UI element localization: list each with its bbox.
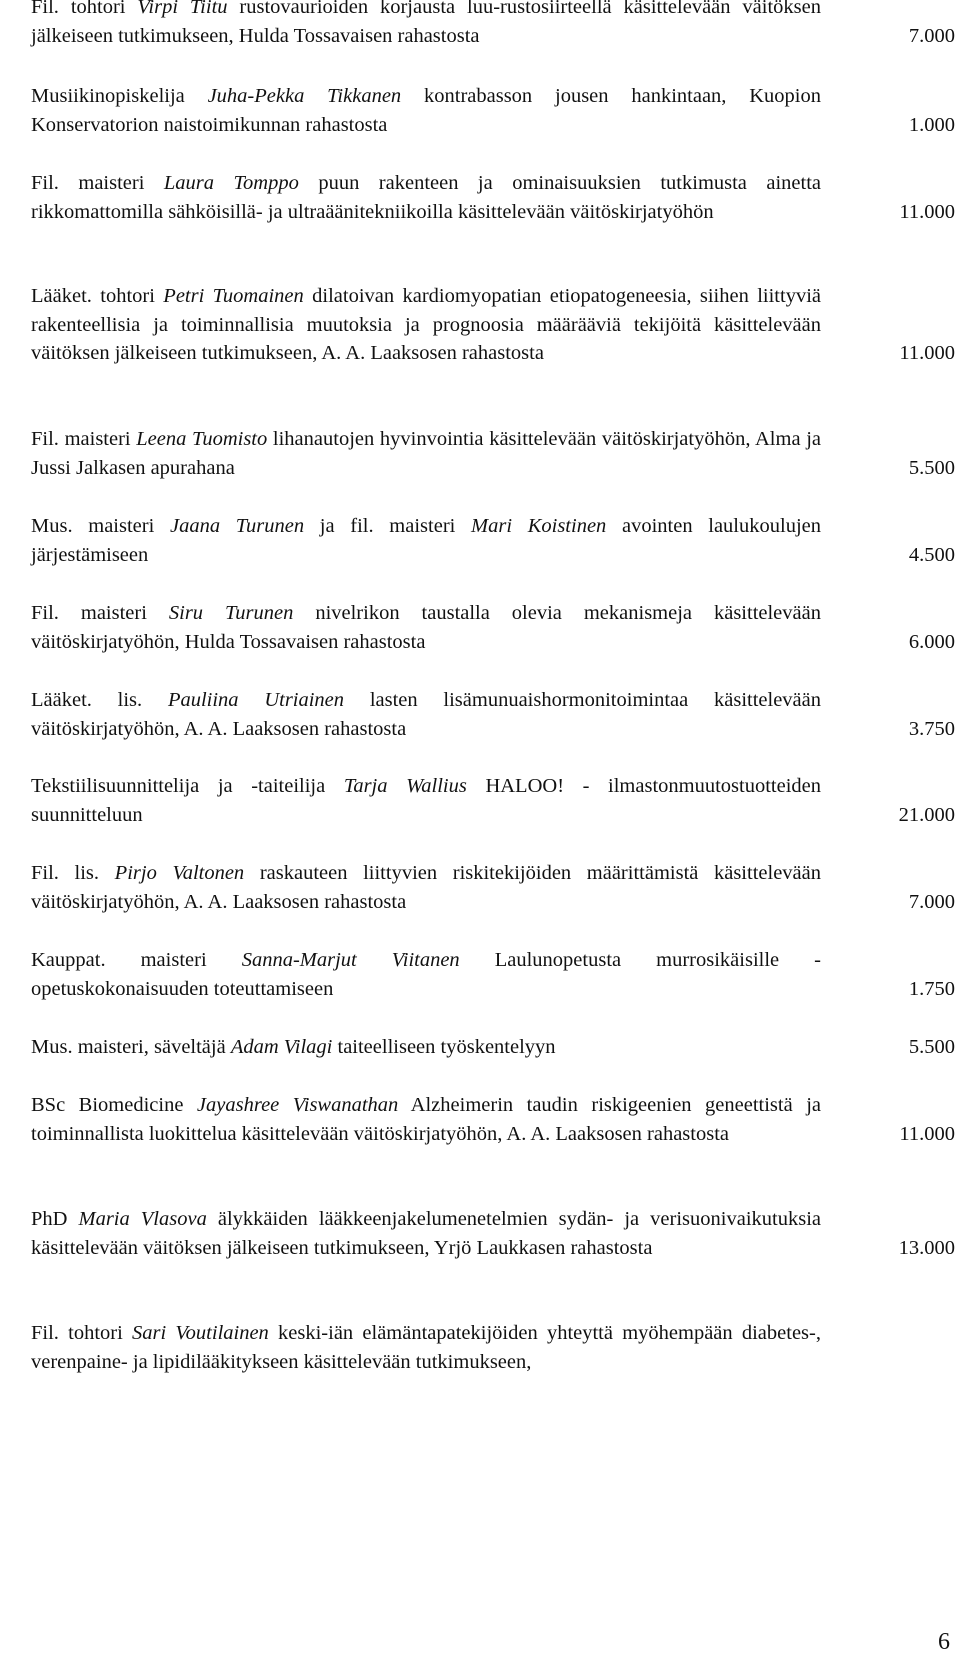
recipient-name: Maria Vlasova bbox=[78, 1208, 207, 1230]
grant-amount: 3.750 bbox=[908, 717, 955, 740]
recipient-name: Leena Tuomisto bbox=[136, 428, 268, 450]
grant-entry bbox=[31, 1319, 955, 1376]
description-text: Fil. tohtori bbox=[31, 0, 138, 18]
grant-entry bbox=[31, 425, 955, 482]
description-text: HALOO! - ilmastonmuutostuotteiden suunnitteluun bbox=[31, 775, 821, 826]
grant-entry bbox=[31, 1091, 955, 1148]
description-text: älykkäiden lääkkeenjakelumenetelmien sydän- ja verisuonivaikutuksia käsittelevään väitöksen jälkeiseen tutkimukseen, Yrjö Laukkasen rahastosta bbox=[31, 1208, 821, 1259]
grant-description bbox=[31, 599, 821, 656]
grant-amount: 1.750 bbox=[908, 977, 955, 1000]
grant-amount: 6.000 bbox=[908, 630, 955, 653]
grant-description bbox=[31, 772, 821, 829]
grant-entry bbox=[31, 169, 955, 226]
recipient-name: Petri Tuomainen bbox=[163, 285, 304, 307]
description-text: Fil. maisteri bbox=[31, 172, 164, 194]
description-text: Lääket. tohtori bbox=[31, 285, 164, 307]
grant-entry bbox=[31, 512, 955, 569]
grant-description bbox=[31, 946, 821, 1003]
description-text: Kauppat. maisteri bbox=[31, 949, 242, 971]
grant-entry bbox=[31, 1205, 955, 1262]
description-text: dilatoivan kardiomyopatian etiopatogeneesia, siihen liittyviä rakenteellisia ja toiminnallisia muutoksia ja prognoosia määrääviä tekijöitä käsittelevään väitöksen jälkeiseen tutkimukseen, A. A. Laaksosen rahastosta bbox=[31, 285, 821, 364]
recipient-name: Sari Voutilainen bbox=[132, 1322, 269, 1344]
grant-amount: 11.000 bbox=[899, 342, 955, 364]
description-text: puun rakenteen ja ominaisuuksien tutkimusta ainetta rikkomattomilla sähköisillä- ja ultraäänitekniikoilla käsittelevään väitöskirjatyöhön bbox=[31, 172, 822, 223]
grant-entry bbox=[31, 599, 955, 656]
recipient-name: Jayashree Viswanathan bbox=[196, 1094, 399, 1116]
description-text: lasten lisämunuaishormonitoimintaa käsittelevään väitöskirjatyöhön, A. A. Laaksosen rahastosta bbox=[31, 689, 822, 740]
recipient-name: Siru Turunen bbox=[168, 602, 294, 624]
grant-entry bbox=[31, 686, 955, 743]
recipient-name: Tarja Wallius bbox=[343, 775, 467, 797]
grant-description bbox=[31, 686, 821, 743]
description-text: taiteelliseen työskentelyyn bbox=[332, 1036, 556, 1058]
recipient-name: Adam Vilagi bbox=[230, 1036, 333, 1058]
description-text: raskauteen liittyvien riskitekijöiden määrittämistä käsittelevään väitöskirjatyöhön, A. A. Laaksosen rahastosta bbox=[31, 862, 821, 913]
description-text: rustovaurioiden korjausta luu-rustosiirteellä käsittelevään väitöksen jälkeiseen tutkimukseen, Hulda Tossavaisen rahastosta bbox=[31, 0, 821, 47]
page-number: 6 bbox=[938, 1629, 950, 1655]
grant-amount: 13.000 bbox=[898, 1236, 955, 1259]
grant-entry bbox=[31, 772, 955, 829]
grant-entry bbox=[31, 859, 955, 916]
grant-description bbox=[31, 1091, 821, 1148]
description-text: Fil. tohtori bbox=[31, 1322, 133, 1344]
description-text: lihanautojen hyvinvointia käsittelevään väitöskirjatyöhön, Alma ja Jussi Jalkasen apurahana bbox=[31, 428, 822, 479]
recipient-name: Juha-Pekka Tikkanen bbox=[207, 85, 402, 107]
recipient-name: Mari Koistinen bbox=[471, 515, 607, 537]
grant-amount: 7.000 bbox=[908, 24, 955, 47]
grant-entry bbox=[31, 946, 955, 1003]
grant-description bbox=[31, 0, 821, 50]
grant-description bbox=[31, 859, 821, 916]
description-text: PhD bbox=[31, 1208, 79, 1230]
description-text: Mus. maisteri, säveltäjä bbox=[31, 1036, 231, 1058]
grant-amount: 5.500 bbox=[908, 1036, 955, 1058]
description-text: Lääket. lis. bbox=[31, 689, 168, 711]
description-text: kontrabasson jousen hankintaan, Kuopion Konservatorion naistoimikunnan rahastosta bbox=[31, 85, 821, 136]
description-text: Fil. maisteri bbox=[31, 428, 137, 450]
description-text: ja fil. maisteri bbox=[304, 515, 472, 537]
description-text: Tekstiilisuunnittelija ja -taiteilija bbox=[31, 775, 344, 797]
grant-description bbox=[31, 1205, 821, 1262]
grant-amount: 5.500 bbox=[908, 456, 955, 479]
description-text: Fil. maisteri bbox=[31, 602, 169, 624]
grant-description bbox=[31, 512, 821, 569]
grant-amount: 11.000 bbox=[899, 200, 955, 223]
description-text: Musiikinopiskelija bbox=[31, 85, 208, 107]
description-text: avointen laulukoulujen järjestämiseen bbox=[31, 515, 821, 566]
description-text: keski-iän elämäntapatekijöiden yhteyttä myöhempään diabetes-, verenpaine- ja lipidilääkitykseen käsittelevään tutkimukseen, bbox=[31, 1322, 821, 1373]
grant-amount: 11.000 bbox=[899, 1122, 955, 1145]
grant-entry bbox=[31, 82, 955, 139]
recipient-name: Laura Tomppo bbox=[163, 172, 299, 194]
grant-entry bbox=[31, 282, 955, 368]
description-text: Alzheimerin taudin riskigeenien geneettistä ja toiminnallista luokittelua käsittelevään väitöskirjatyöhön, A. A. Laaksosen rahastosta bbox=[31, 1094, 821, 1145]
grant-description bbox=[31, 82, 821, 139]
grant-description bbox=[31, 425, 821, 482]
grant-description bbox=[31, 1033, 821, 1062]
grant-amount: 4.500 bbox=[908, 543, 955, 566]
description-text: nivelrikon taustalla olevia mekanismeja käsittelevään väitöskirjatyöhön, Hulda Tossavaisen rahastosta bbox=[31, 602, 821, 653]
grant-description bbox=[31, 282, 821, 368]
recipient-name: Pauliina Utriainen bbox=[167, 689, 345, 711]
recipient-name: Virpi Tiitu bbox=[137, 0, 228, 18]
grant-amount: 21.000 bbox=[898, 803, 955, 826]
description-text: Fil. lis. bbox=[31, 862, 115, 884]
recipient-name: Sanna-Marjut Viitanen bbox=[241, 949, 460, 971]
grant-amount: 1.000 bbox=[908, 113, 955, 136]
grant-entry bbox=[31, 0, 955, 50]
recipient-name: Pirjo Valtonen bbox=[114, 862, 245, 884]
description-text: Laulunopetusta murrosikäisille - opetuskokonaisuuden toteuttamiseen bbox=[31, 949, 821, 1000]
grant-entry bbox=[31, 1033, 955, 1062]
grant-amount: 7.000 bbox=[908, 890, 955, 913]
description-text: BSc Biomedicine bbox=[31, 1094, 197, 1116]
recipient-name: Jaana Turunen bbox=[169, 515, 305, 537]
grant-description bbox=[31, 1319, 821, 1376]
grant-description bbox=[31, 169, 821, 226]
description-text: Mus. maisteri bbox=[31, 515, 170, 537]
